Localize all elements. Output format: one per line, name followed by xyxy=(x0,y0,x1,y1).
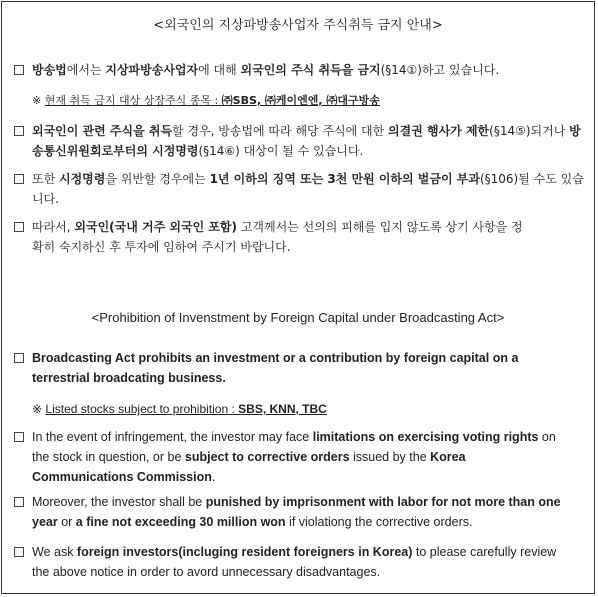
reference-mark-icon: ※ xyxy=(32,94,45,107)
checkbox-square-icon xyxy=(14,126,24,136)
checkbox-square-icon xyxy=(14,353,24,363)
checkbox-square-icon xyxy=(14,547,24,557)
checkbox-square-icon xyxy=(14,497,24,507)
english-item-3-text: Moreover, the investor shall be punished by imprisonment with labor for not more than one year or a fine not exceeding 30 million won if violationg the corrective orders. xyxy=(32,495,561,529)
english-title: <Prohibition of Invenstment by Foreign Capital under Broadcasting Act> xyxy=(91,310,505,325)
korean-item-4-text: 따라서, 외국인(국내 거주 외국인 포함) 고객께서는 선의의 피해를 입지 않도록 상기 사항을 정확히 숙지하신 후 투자에 임하여 주시기 바랍니다. xyxy=(32,220,523,254)
korean-item-3-text: 또한 시정명령을 위반할 경우에는 1년 이하의 징역 또는 3천 만원 이하의 벌금이 부과(§106)될 수도 있습니다. xyxy=(32,172,584,206)
english-item-4-text: We ask foreign investors(incluging resident foreigners in Korea) to please carefully review the above notice in order to avord unnecessary disadvantages. xyxy=(32,545,557,579)
korean-item-2-text: 외국인이 관련 주식을 취득할 경우, 방송법에 따라 해당 주식에 대한 의결권 행사가 제한(§14⑤)되거나 방송통신위원회로부터의 시정명령(§14⑥) 대상이 될 수 있습니다. xyxy=(32,124,581,158)
korean-item-1-text: 방송법에서는 지상파방송사업자에 대해 외국인의 주식 취득을 금지(§14①)하고 있습니다. xyxy=(32,63,500,77)
checkbox-square-icon xyxy=(14,222,24,232)
english-note: ※ Listed stocks subject to prohibition : SBS, KNN, TBC xyxy=(32,402,327,416)
checkbox-square-icon xyxy=(14,432,24,442)
checkbox-square-icon xyxy=(14,65,24,75)
english-item-2-text: In the event of infringement, the investor may face limitations on exercising voting rights on the stock in question, or be subject to corrective orders issued by the Korea Communications Commission. xyxy=(32,430,556,484)
reference-mark-icon: ※ xyxy=(32,402,46,416)
english-item-1-text: Broadcasting Act prohibits an investment or a contribution by foreign capital on a terrestrial broadcating business. xyxy=(32,351,519,385)
korean-note: ※ 현재 취득 금지 대상 상장주식 종목 : ㈜SBS, ㈜케이엔엔, ㈜대구방송 xyxy=(32,94,380,107)
checkbox-square-icon xyxy=(14,174,24,184)
notice-frame xyxy=(1,1,595,594)
korean-title: <외국인의 지상파방송사업자 주식취득 금지 안내> xyxy=(153,18,443,33)
